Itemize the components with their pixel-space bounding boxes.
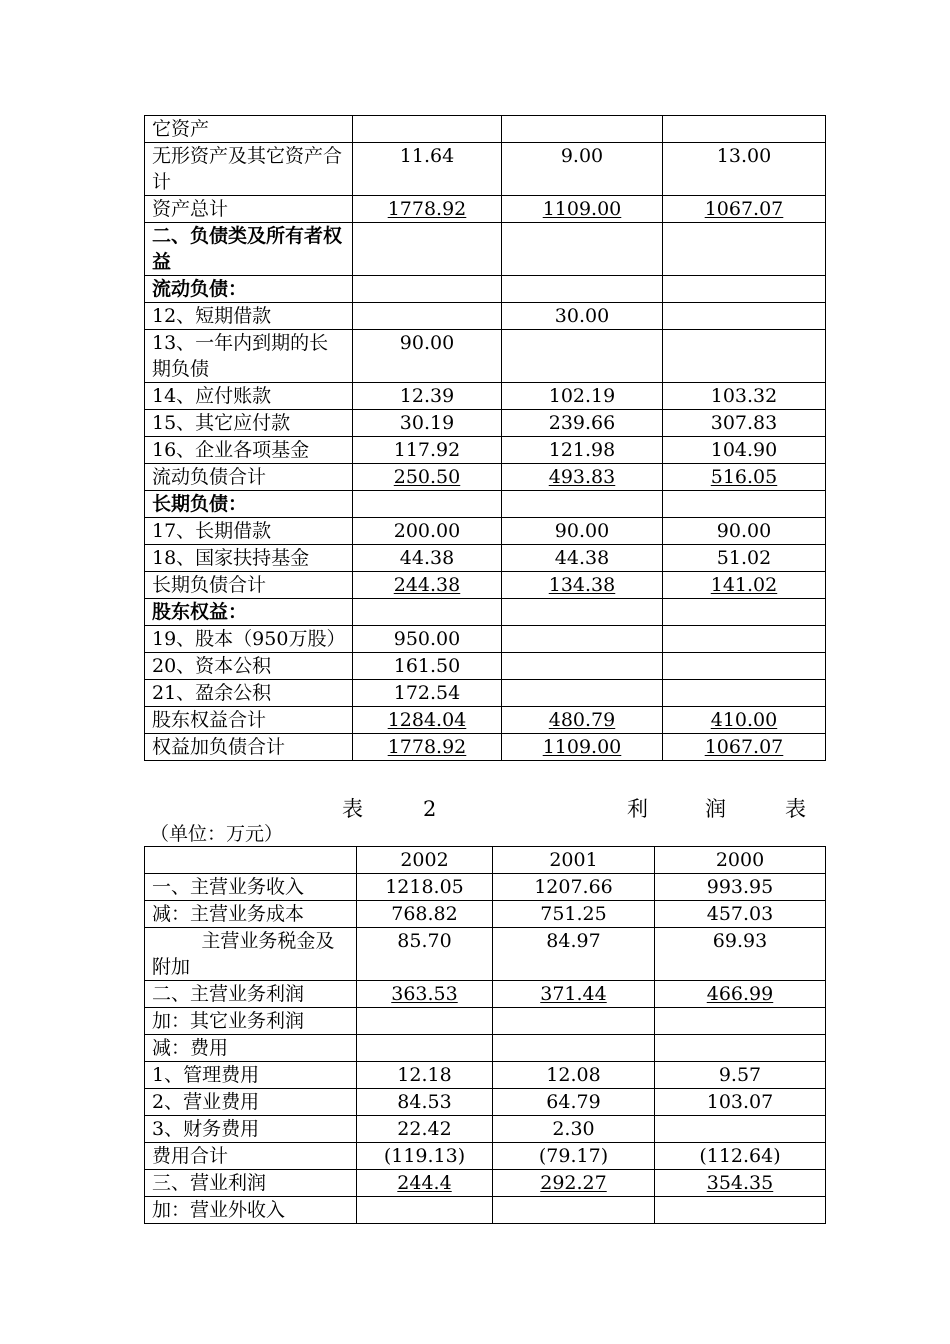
cell-value: 90.00 [399, 332, 455, 354]
cell-value: 121.98 [548, 439, 616, 461]
cell-value: 354.35 [706, 1172, 774, 1194]
balance-sheet-body [145, 116, 826, 761]
value-cell [493, 1170, 655, 1197]
cell-value: 1218.05 [385, 876, 464, 898]
value-cell [655, 1197, 826, 1224]
table-row [145, 196, 826, 223]
value-cell [353, 626, 502, 653]
cell-value: 64.79 [546, 1091, 601, 1113]
value-cell [655, 1008, 826, 1035]
table2-title-char: 表 [342, 797, 363, 821]
cell-value: 1207.66 [534, 876, 613, 898]
row-label: 2、营业费用 [145, 1089, 357, 1116]
value-cell [493, 1143, 655, 1170]
value-cell [357, 1062, 493, 1089]
value-cell [655, 928, 826, 981]
cell-value: 9.57 [718, 1064, 762, 1086]
row-label: 无形资产及其它资产合计 [145, 143, 353, 196]
value-cell [357, 981, 493, 1008]
cell-value: 371.44 [540, 983, 607, 1005]
cell-value: (119.13) [383, 1145, 466, 1167]
cell-value: 457.03 [706, 903, 774, 925]
row-label: 流动负债： [145, 276, 353, 303]
value-cell [502, 437, 663, 464]
row-label: 流动负债合计 [145, 464, 353, 491]
cell-value: (79.17) [538, 1145, 609, 1167]
row-label: 它资产 [145, 116, 353, 143]
value-cell [493, 1008, 655, 1035]
value-cell [493, 1116, 655, 1143]
cell-value: 410.00 [710, 709, 778, 731]
cell-value: 200.00 [393, 520, 461, 542]
value-cell [353, 707, 502, 734]
value-cell [502, 545, 663, 572]
value-cell [353, 410, 502, 437]
value-cell [655, 1062, 826, 1089]
cell-value: 104.90 [710, 439, 778, 461]
cell-value: 85.70 [397, 930, 452, 952]
value-cell [502, 491, 663, 518]
cell-value: 2.30 [552, 1118, 595, 1140]
value-cell [357, 928, 493, 981]
row-label: 18、国家扶持基金 [145, 545, 353, 572]
table-header-row [145, 847, 826, 874]
value-cell [655, 1170, 826, 1197]
table-row [145, 437, 826, 464]
table-row [145, 223, 826, 276]
value-cell [353, 223, 502, 276]
cell-value: 117.92 [393, 439, 461, 461]
table-row [145, 545, 826, 572]
cell-value: 22.42 [397, 1118, 452, 1140]
table-row [145, 626, 826, 653]
cell-value: 1778.92 [387, 736, 467, 758]
value-cell [663, 437, 826, 464]
row-label: 二、主营业务利润 [145, 981, 357, 1008]
value-cell [663, 707, 826, 734]
cell-value: 30.19 [399, 412, 455, 434]
row-label: 长期负债： [145, 491, 353, 518]
row-label: 13、一年内到期的长期负债 [145, 330, 353, 383]
row-label: 主营业务税金及附加 [145, 928, 357, 981]
table-row [145, 901, 826, 928]
table2-title-char: 表 [785, 797, 806, 821]
value-cell [663, 330, 826, 383]
value-cell [493, 981, 655, 1008]
table-row [145, 734, 826, 761]
value-cell [663, 572, 826, 599]
row-label: 减：主营业务成本 [145, 901, 357, 928]
cell-value: 239.66 [548, 412, 616, 434]
row-label: 16、企业各项基金 [145, 437, 353, 464]
value-cell [655, 1116, 826, 1143]
row-label: 一、主营业务收入 [145, 874, 357, 901]
table-row [145, 303, 826, 330]
table2-title-char: 利 [627, 797, 648, 821]
value-cell [493, 928, 655, 981]
table-row [145, 383, 826, 410]
value-cell [353, 196, 502, 223]
value-cell [663, 303, 826, 330]
cell-value: 1067.07 [704, 736, 784, 758]
value-cell [353, 143, 502, 196]
cell-value: 172.54 [393, 682, 461, 704]
value-cell [502, 680, 663, 707]
cell-value: 30.00 [554, 305, 610, 327]
value-cell [493, 874, 655, 901]
cell-value: 51.02 [716, 547, 772, 569]
value-cell [353, 276, 502, 303]
table-row [145, 981, 826, 1008]
value-cell [353, 518, 502, 545]
header-year-2002: 2002 [357, 847, 493, 874]
table-row [145, 143, 826, 196]
value-cell [502, 626, 663, 653]
value-cell [502, 116, 663, 143]
table-row [145, 1143, 826, 1170]
cell-value: 480.79 [548, 709, 616, 731]
cell-value: 44.38 [554, 547, 610, 569]
cell-value: 244.38 [393, 574, 461, 596]
value-cell [663, 653, 826, 680]
value-cell [663, 223, 826, 276]
row-label: 20、资本公积 [145, 653, 353, 680]
row-label: 19、股本（950万股） [145, 626, 353, 653]
value-cell [663, 116, 826, 143]
value-cell [353, 437, 502, 464]
row-label: 股东权益： [145, 599, 353, 626]
value-cell [502, 276, 663, 303]
balance-sheet-table [144, 115, 826, 761]
cell-value: 493.83 [548, 466, 616, 488]
value-cell [357, 1170, 493, 1197]
row-label: 加：营业外收入 [145, 1197, 357, 1224]
value-cell [502, 196, 663, 223]
value-cell [655, 981, 826, 1008]
table-row [145, 1116, 826, 1143]
row-label: 费用合计 [145, 1143, 357, 1170]
table-row [145, 653, 826, 680]
header-year-2000: 2000 [655, 847, 826, 874]
row-label: 15、其它应付款 [145, 410, 353, 437]
value-cell [663, 680, 826, 707]
cell-value: 44.38 [399, 547, 455, 569]
income-statement-table [144, 846, 826, 1224]
table-row [145, 599, 826, 626]
cell-value: 1067.07 [704, 198, 784, 220]
value-cell [353, 330, 502, 383]
table-row [145, 1170, 826, 1197]
value-cell [502, 572, 663, 599]
table-row [145, 1089, 826, 1116]
value-cell [353, 734, 502, 761]
value-cell [663, 276, 826, 303]
cell-value: 103.07 [706, 1091, 774, 1113]
value-cell [357, 1197, 493, 1224]
cell-value: 12.18 [397, 1064, 452, 1086]
cell-value: 751.25 [540, 903, 607, 925]
table-row [145, 707, 826, 734]
value-cell [502, 143, 663, 196]
value-cell [663, 734, 826, 761]
cell-value: 516.05 [710, 466, 778, 488]
value-cell [357, 901, 493, 928]
cell-value: 244.4 [397, 1172, 452, 1194]
row-label: 3、财务费用 [145, 1116, 357, 1143]
table-row [145, 1062, 826, 1089]
cell-value: 768.82 [391, 903, 458, 925]
value-cell [357, 1116, 493, 1143]
table-row [145, 1008, 826, 1035]
cell-value: 13.00 [716, 145, 772, 167]
cell-value: 11.64 [399, 145, 455, 167]
value-cell [663, 491, 826, 518]
table-row [145, 410, 826, 437]
table2-title-char: 润 [705, 797, 726, 821]
cell-value: 103.32 [710, 385, 778, 407]
value-cell [502, 707, 663, 734]
value-cell [502, 734, 663, 761]
value-cell [502, 653, 663, 680]
value-cell [502, 383, 663, 410]
value-cell [493, 901, 655, 928]
table-row [145, 928, 826, 981]
value-cell [357, 1089, 493, 1116]
cell-value: 307.83 [710, 412, 778, 434]
cell-value: 1778.92 [387, 198, 467, 220]
value-cell [663, 545, 826, 572]
cell-value: 102.19 [548, 385, 616, 407]
cell-value: 12.08 [546, 1064, 601, 1086]
table-row [145, 518, 826, 545]
value-cell [663, 464, 826, 491]
value-cell [502, 330, 663, 383]
value-cell [502, 599, 663, 626]
cell-value: 466.99 [706, 983, 774, 1005]
value-cell [502, 464, 663, 491]
value-cell [663, 626, 826, 653]
cell-value: 1284.04 [387, 709, 467, 731]
header-cell [145, 847, 357, 874]
row-label: 权益加负债合计 [145, 734, 353, 761]
value-cell [502, 223, 663, 276]
row-label: 加：其它业务利润 [145, 1008, 357, 1035]
value-cell [655, 1143, 826, 1170]
cell-value: 250.50 [393, 466, 461, 488]
unit-label: （单位：万元） [150, 823, 284, 845]
row-label: 17、长期借款 [145, 518, 353, 545]
cell-value: 84.53 [397, 1091, 452, 1113]
value-cell [353, 464, 502, 491]
row-label: 14、应付账款 [145, 383, 353, 410]
row-label: 1、管理费用 [145, 1062, 357, 1089]
table-row [145, 464, 826, 491]
value-cell [357, 1035, 493, 1062]
value-cell [493, 1089, 655, 1116]
cell-value: 9.00 [560, 145, 604, 167]
value-cell [493, 1035, 655, 1062]
row-label: 资产总计 [145, 196, 353, 223]
table-row [145, 1035, 826, 1062]
row-label: 减：费用 [145, 1035, 357, 1062]
table-row [145, 1197, 826, 1224]
header-year-2001: 2001 [493, 847, 655, 874]
row-label: 21、盈余公积 [145, 680, 353, 707]
table-row [145, 116, 826, 143]
row-label: 二、负债类及所有者权益 [145, 223, 353, 276]
cell-value: 84.97 [546, 930, 601, 952]
value-cell [502, 303, 663, 330]
cell-value: 90.00 [554, 520, 610, 542]
table-row [145, 572, 826, 599]
row-label: 长期负债合计 [145, 572, 353, 599]
value-cell [353, 545, 502, 572]
value-cell [502, 410, 663, 437]
value-cell [353, 653, 502, 680]
value-cell [663, 410, 826, 437]
table-row [145, 874, 826, 901]
value-cell [493, 1197, 655, 1224]
cell-value: 12.39 [399, 385, 455, 407]
value-cell [353, 572, 502, 599]
value-cell [663, 518, 826, 545]
cell-value: (112.64) [699, 1145, 781, 1167]
table2-title-number: 2 [423, 797, 437, 821]
row-label: 股东权益合计 [145, 707, 353, 734]
row-label: 12、短期借款 [145, 303, 353, 330]
value-cell [663, 196, 826, 223]
value-cell [663, 599, 826, 626]
value-cell [353, 383, 502, 410]
value-cell [663, 143, 826, 196]
cell-value: 161.50 [393, 655, 461, 677]
value-cell [357, 1143, 493, 1170]
cell-value: 363.53 [391, 983, 458, 1005]
value-cell [655, 1089, 826, 1116]
value-cell [655, 901, 826, 928]
table-row [145, 276, 826, 303]
value-cell [357, 1008, 493, 1035]
cell-value: 993.95 [706, 876, 774, 898]
row-label: 三、营业利润 [145, 1170, 357, 1197]
cell-value: 292.27 [540, 1172, 607, 1194]
value-cell [353, 599, 502, 626]
table-row [145, 330, 826, 383]
cell-value: 134.38 [548, 574, 616, 596]
value-cell [353, 491, 502, 518]
value-cell [353, 680, 502, 707]
value-cell [357, 874, 493, 901]
value-cell [655, 1035, 826, 1062]
value-cell [493, 1062, 655, 1089]
cell-value: 950.00 [393, 628, 461, 650]
cell-value: 1109.00 [542, 198, 622, 220]
value-cell [655, 874, 826, 901]
cell-value: 90.00 [716, 520, 772, 542]
cell-value: 1109.00 [542, 736, 622, 758]
value-cell [353, 116, 502, 143]
cell-value: 141.02 [710, 574, 778, 596]
income-statement-body [145, 874, 826, 1224]
value-cell [353, 303, 502, 330]
cell-value: 69.93 [712, 930, 768, 952]
table-row [145, 491, 826, 518]
value-cell [502, 518, 663, 545]
value-cell [663, 383, 826, 410]
table-row [145, 680, 826, 707]
